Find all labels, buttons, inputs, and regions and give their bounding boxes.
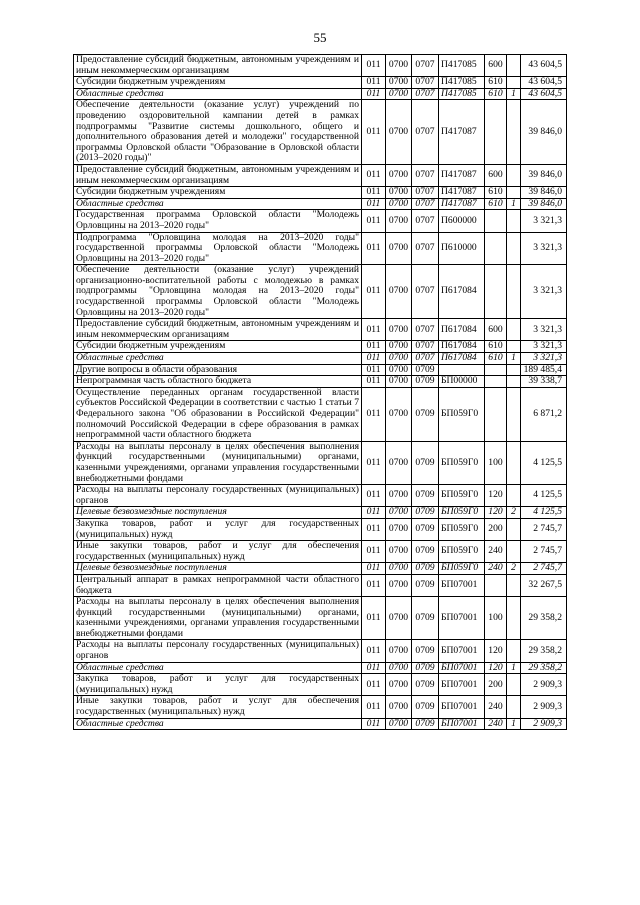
budget-table-body bbox=[74, 55, 567, 730]
amount-cell: 3 321,3 bbox=[521, 353, 567, 365]
funding-source-cell bbox=[507, 341, 521, 353]
amount-cell: 2 909,3 bbox=[521, 718, 567, 730]
amount-cell: 39 846,0 bbox=[521, 187, 567, 199]
department-code-cell: 011 bbox=[362, 563, 386, 575]
funding-source-cell bbox=[507, 574, 521, 596]
expense-name-cell: Областные средства bbox=[74, 88, 362, 100]
section-code-cell: 0700 bbox=[386, 265, 412, 319]
table-row bbox=[74, 100, 567, 165]
expense-type-cell bbox=[485, 265, 507, 319]
subsection-code-cell: 0709 bbox=[412, 574, 439, 596]
expense-type-cell bbox=[485, 232, 507, 265]
amount-cell: 39 846,0 bbox=[521, 100, 567, 165]
target-article-cell: П417087 bbox=[439, 187, 485, 199]
section-code-cell: 0700 bbox=[386, 187, 412, 199]
target-article-cell bbox=[439, 364, 485, 376]
department-code-cell: 011 bbox=[362, 164, 386, 186]
subsection-code-cell: 0707 bbox=[412, 55, 439, 77]
expense-name-cell: Целевые безвозмездные поступления bbox=[74, 563, 362, 575]
section-code-cell: 0700 bbox=[386, 198, 412, 210]
subsection-code-cell: 0709 bbox=[412, 364, 439, 376]
funding-source-cell bbox=[507, 265, 521, 319]
expense-name-cell: Обеспечение деятельности (оказание услуг) учреждений по проведению оздоровительной кампании детей в рамках подпрограммы "Развитие системы дошкольного, общего и дополнительного образования детей и молодежи" государственной программы Орловской области "Образование в Орловской области (2013–2020 годы)" bbox=[74, 100, 362, 165]
subsection-code-cell: 0709 bbox=[412, 518, 439, 540]
expense-type-cell: 610 bbox=[485, 341, 507, 353]
subsection-code-cell: 0707 bbox=[412, 198, 439, 210]
subsection-code-cell: 0707 bbox=[412, 77, 439, 89]
target-article-cell: П417087 bbox=[439, 100, 485, 165]
expense-type-cell bbox=[485, 210, 507, 232]
table-row bbox=[74, 541, 567, 563]
table-row bbox=[74, 341, 567, 353]
target-article-cell: П417085 bbox=[439, 55, 485, 77]
target-article-cell: П617084 bbox=[439, 353, 485, 365]
table-row bbox=[74, 364, 567, 376]
department-code-cell: 011 bbox=[362, 77, 386, 89]
amount-cell: 29 358,2 bbox=[521, 662, 567, 674]
table-row bbox=[74, 674, 567, 696]
section-code-cell: 0700 bbox=[386, 319, 412, 341]
expense-type-cell: 610 bbox=[485, 77, 507, 89]
target-article-cell: БП07001 bbox=[439, 597, 485, 640]
expense-type-cell: 600 bbox=[485, 319, 507, 341]
funding-source-cell: 2 bbox=[507, 563, 521, 575]
target-article-cell: БП07001 bbox=[439, 640, 485, 662]
section-code-cell: 0700 bbox=[386, 574, 412, 596]
department-code-cell: 011 bbox=[362, 441, 386, 484]
subsection-code-cell: 0709 bbox=[412, 640, 439, 662]
expense-name-cell: Подпрограмма "Орловщина молодая на 2013–2020 годы" государственной программы Орловской области "Молодежь Орловщины на 2013–2020 годы" bbox=[74, 232, 362, 265]
expense-name-cell: Областные средства bbox=[74, 718, 362, 730]
section-code-cell: 0700 bbox=[386, 541, 412, 563]
section-code-cell: 0700 bbox=[386, 376, 412, 388]
target-article-cell: П617084 bbox=[439, 341, 485, 353]
table-row bbox=[74, 376, 567, 388]
expense-name-cell: Закупка товаров, работ и услуг для государственных (муниципальных) нужд bbox=[74, 674, 362, 696]
expense-type-cell: 610 bbox=[485, 187, 507, 199]
department-code-cell: 011 bbox=[362, 574, 386, 596]
amount-cell: 32 267,5 bbox=[521, 574, 567, 596]
amount-cell: 189 485,4 bbox=[521, 364, 567, 376]
subsection-code-cell: 0707 bbox=[412, 265, 439, 319]
section-code-cell: 0700 bbox=[386, 232, 412, 265]
section-code-cell: 0700 bbox=[386, 640, 412, 662]
section-code-cell: 0700 bbox=[386, 77, 412, 89]
funding-source-cell bbox=[507, 77, 521, 89]
expense-type-cell: 120 bbox=[485, 640, 507, 662]
target-article-cell: П617084 bbox=[439, 319, 485, 341]
table-row bbox=[74, 387, 567, 441]
expense-name-cell: Закупка товаров, работ и услуг для государственных (муниципальных) нужд bbox=[74, 518, 362, 540]
expense-type-cell: 120 bbox=[485, 662, 507, 674]
amount-cell: 2 909,3 bbox=[521, 696, 567, 718]
department-code-cell: 011 bbox=[362, 319, 386, 341]
amount-cell: 39 846,0 bbox=[521, 164, 567, 186]
table-row bbox=[74, 187, 567, 199]
target-article-cell: БП07001 bbox=[439, 696, 485, 718]
funding-source-cell bbox=[507, 55, 521, 77]
expense-type-cell bbox=[485, 364, 507, 376]
funding-source-cell: 1 bbox=[507, 718, 521, 730]
expense-name-cell: Субсидии бюджетным учреждениям bbox=[74, 341, 362, 353]
funding-source-cell bbox=[507, 696, 521, 718]
subsection-code-cell: 0709 bbox=[412, 597, 439, 640]
table-row bbox=[74, 485, 567, 507]
expense-name-cell: Предоставление субсидий бюджетным, автономным учреждениям и иным некоммерческим организациям bbox=[74, 164, 362, 186]
expense-name-cell: Субсидии бюджетным учреждениям bbox=[74, 77, 362, 89]
subsection-code-cell: 0709 bbox=[412, 376, 439, 388]
subsection-code-cell: 0707 bbox=[412, 353, 439, 365]
table-row bbox=[74, 662, 567, 674]
department-code-cell: 011 bbox=[362, 341, 386, 353]
amount-cell: 29 358,2 bbox=[521, 640, 567, 662]
expense-name-cell: Областные средства bbox=[74, 353, 362, 365]
target-article-cell: БП059Г0 bbox=[439, 485, 485, 507]
funding-source-cell: 1 bbox=[507, 88, 521, 100]
amount-cell: 4 125,5 bbox=[521, 507, 567, 519]
subsection-code-cell: 0709 bbox=[412, 563, 439, 575]
target-article-cell: П417087 bbox=[439, 164, 485, 186]
expense-type-cell bbox=[485, 100, 507, 165]
funding-source-cell: 2 bbox=[507, 507, 521, 519]
section-code-cell: 0700 bbox=[386, 485, 412, 507]
target-article-cell: БП07001 bbox=[439, 574, 485, 596]
target-article-cell: П617084 bbox=[439, 265, 485, 319]
funding-source-cell bbox=[507, 441, 521, 484]
table-row bbox=[74, 507, 567, 519]
expense-type-cell: 240 bbox=[485, 541, 507, 563]
department-code-cell: 011 bbox=[362, 387, 386, 441]
subsection-code-cell: 0709 bbox=[412, 696, 439, 718]
amount-cell: 39 338,7 bbox=[521, 376, 567, 388]
section-code-cell: 0700 bbox=[386, 674, 412, 696]
subsection-code-cell: 0707 bbox=[412, 100, 439, 165]
amount-cell: 2 745,7 bbox=[521, 518, 567, 540]
funding-source-cell bbox=[507, 674, 521, 696]
table-row bbox=[74, 563, 567, 575]
expense-name-cell: Расходы на выплаты персоналу в целях обеспечения выполнения функций государственными (муниципальными) органами, казенными учреждениями, органами управления государственными внебюджетными фондами bbox=[74, 597, 362, 640]
section-code-cell: 0700 bbox=[386, 100, 412, 165]
funding-source-cell bbox=[507, 210, 521, 232]
department-code-cell: 011 bbox=[362, 376, 386, 388]
subsection-code-cell: 0707 bbox=[412, 210, 439, 232]
expense-type-cell: 610 bbox=[485, 88, 507, 100]
target-article-cell: БП07001 bbox=[439, 662, 485, 674]
section-code-cell: 0700 bbox=[386, 164, 412, 186]
funding-source-cell bbox=[507, 485, 521, 507]
expense-name-cell: Расходы на выплаты персоналу государственных (муниципальных) органов bbox=[74, 640, 362, 662]
funding-source-cell: 1 bbox=[507, 198, 521, 210]
section-code-cell: 0700 bbox=[386, 387, 412, 441]
funding-source-cell bbox=[507, 376, 521, 388]
department-code-cell: 011 bbox=[362, 507, 386, 519]
amount-cell: 39 846,0 bbox=[521, 198, 567, 210]
expense-name-cell: Целевые безвозмездные поступления bbox=[74, 507, 362, 519]
department-code-cell: 011 bbox=[362, 640, 386, 662]
target-article-cell: БП059Г0 bbox=[439, 441, 485, 484]
funding-source-cell bbox=[507, 518, 521, 540]
expense-type-cell bbox=[485, 574, 507, 596]
expense-type-cell: 600 bbox=[485, 164, 507, 186]
subsection-code-cell: 0709 bbox=[412, 674, 439, 696]
department-code-cell: 011 bbox=[362, 265, 386, 319]
table-row bbox=[74, 210, 567, 232]
expense-name-cell: Субсидии бюджетным учреждениям bbox=[74, 187, 362, 199]
funding-source-cell: 1 bbox=[507, 353, 521, 365]
amount-cell: 3 321,3 bbox=[521, 265, 567, 319]
department-code-cell: 011 bbox=[362, 485, 386, 507]
table-row bbox=[74, 597, 567, 640]
expense-name-cell: Иные закупки товаров, работ и услуг для обеспечения государственных (муниципальных) нужд bbox=[74, 541, 362, 563]
expense-type-cell bbox=[485, 387, 507, 441]
department-code-cell: 011 bbox=[362, 55, 386, 77]
expense-type-cell: 200 bbox=[485, 518, 507, 540]
section-code-cell: 0700 bbox=[386, 55, 412, 77]
subsection-code-cell: 0707 bbox=[412, 187, 439, 199]
section-code-cell: 0700 bbox=[386, 662, 412, 674]
expense-type-cell: 100 bbox=[485, 597, 507, 640]
funding-source-cell bbox=[507, 597, 521, 640]
expense-type-cell: 610 bbox=[485, 353, 507, 365]
expense-name-cell: Предоставление субсидий бюджетным, автономным учреждениям и иным некоммерческим организациям bbox=[74, 319, 362, 341]
expense-type-cell bbox=[485, 376, 507, 388]
amount-cell: 43 604,5 bbox=[521, 77, 567, 89]
target-article-cell: БП059Г0 bbox=[439, 541, 485, 563]
section-code-cell: 0700 bbox=[386, 364, 412, 376]
target-article-cell: БП059Г0 bbox=[439, 563, 485, 575]
target-article-cell: БП059Г0 bbox=[439, 387, 485, 441]
section-code-cell: 0700 bbox=[386, 441, 412, 484]
section-code-cell: 0700 bbox=[386, 88, 412, 100]
amount-cell: 43 604,5 bbox=[521, 88, 567, 100]
table-row bbox=[74, 518, 567, 540]
table-row bbox=[74, 574, 567, 596]
amount-cell: 6 871,2 bbox=[521, 387, 567, 441]
section-code-cell: 0700 bbox=[386, 597, 412, 640]
expense-type-cell: 100 bbox=[485, 441, 507, 484]
subsection-code-cell: 0709 bbox=[412, 387, 439, 441]
subsection-code-cell: 0707 bbox=[412, 164, 439, 186]
expense-type-cell: 200 bbox=[485, 674, 507, 696]
funding-source-cell bbox=[507, 100, 521, 165]
funding-source-cell bbox=[507, 319, 521, 341]
department-code-cell: 011 bbox=[362, 674, 386, 696]
funding-source-cell bbox=[507, 164, 521, 186]
expense-name-cell: Расходы на выплаты персоналу государственных (муниципальных) органов bbox=[74, 485, 362, 507]
subsection-code-cell: 0707 bbox=[412, 341, 439, 353]
target-article-cell: П417085 bbox=[439, 77, 485, 89]
amount-cell: 2 745,7 bbox=[521, 563, 567, 575]
table-row bbox=[74, 164, 567, 186]
table-row bbox=[74, 232, 567, 265]
amount-cell: 2 909,3 bbox=[521, 674, 567, 696]
expense-name-cell: Непрограммная часть областного бюджета bbox=[74, 376, 362, 388]
amount-cell: 3 321,3 bbox=[521, 210, 567, 232]
expense-name-cell: Другие вопросы в области образования bbox=[74, 364, 362, 376]
table-row bbox=[74, 353, 567, 365]
subsection-code-cell: 0707 bbox=[412, 319, 439, 341]
subsection-code-cell: 0709 bbox=[412, 507, 439, 519]
amount-cell: 3 321,3 bbox=[521, 341, 567, 353]
expense-name-cell: Областные средства bbox=[74, 198, 362, 210]
funding-source-cell bbox=[507, 364, 521, 376]
funding-source-cell bbox=[507, 387, 521, 441]
department-code-cell: 011 bbox=[362, 100, 386, 165]
amount-cell: 3 321,3 bbox=[521, 319, 567, 341]
section-code-cell: 0700 bbox=[386, 507, 412, 519]
expense-type-cell: 120 bbox=[485, 485, 507, 507]
amount-cell: 2 745,7 bbox=[521, 541, 567, 563]
table-row bbox=[74, 55, 567, 77]
table-row bbox=[74, 265, 567, 319]
amount-cell: 3 321,3 bbox=[521, 232, 567, 265]
table-row bbox=[74, 77, 567, 89]
target-article-cell: БП07001 bbox=[439, 674, 485, 696]
table-row bbox=[74, 88, 567, 100]
target-article-cell: П417087 bbox=[439, 198, 485, 210]
expense-name-cell: Иные закупки товаров, работ и услуг для обеспечения государственных (муниципальных) нужд bbox=[74, 696, 362, 718]
subsection-code-cell: 0707 bbox=[412, 232, 439, 265]
department-code-cell: 011 bbox=[362, 718, 386, 730]
expense-name-cell: Расходы на выплаты персоналу в целях обеспечения выполнения функций государственными (муниципальными) органами, казенными учреждениями, органами управления государственными внебюджетными фондами bbox=[74, 441, 362, 484]
table-row bbox=[74, 696, 567, 718]
funding-source-cell: 1 bbox=[507, 662, 521, 674]
funding-source-cell bbox=[507, 640, 521, 662]
amount-cell: 43 604,5 bbox=[521, 55, 567, 77]
table-row bbox=[74, 718, 567, 730]
department-code-cell: 011 bbox=[362, 210, 386, 232]
funding-source-cell bbox=[507, 187, 521, 199]
expense-type-cell: 600 bbox=[485, 55, 507, 77]
expense-type-cell: 240 bbox=[485, 718, 507, 730]
department-code-cell: 011 bbox=[362, 364, 386, 376]
funding-source-cell bbox=[507, 232, 521, 265]
target-article-cell: БП07001 bbox=[439, 718, 485, 730]
department-code-cell: 011 bbox=[362, 597, 386, 640]
target-article-cell: БП059Г0 bbox=[439, 518, 485, 540]
expense-name-cell: Центральный аппарат в рамках непрограммной части областного бюджета bbox=[74, 574, 362, 596]
section-code-cell: 0700 bbox=[386, 563, 412, 575]
subsection-code-cell: 0709 bbox=[412, 441, 439, 484]
expense-type-cell: 240 bbox=[485, 696, 507, 718]
table-row bbox=[74, 441, 567, 484]
subsection-code-cell: 0707 bbox=[412, 88, 439, 100]
department-code-cell: 011 bbox=[362, 518, 386, 540]
department-code-cell: 011 bbox=[362, 353, 386, 365]
department-code-cell: 011 bbox=[362, 541, 386, 563]
target-article-cell: П610000 bbox=[439, 232, 485, 265]
department-code-cell: 011 bbox=[362, 198, 386, 210]
section-code-cell: 0700 bbox=[386, 210, 412, 232]
target-article-cell: БП059Г0 bbox=[439, 507, 485, 519]
amount-cell: 29 358,2 bbox=[521, 597, 567, 640]
department-code-cell: 011 bbox=[362, 232, 386, 265]
table-row bbox=[74, 319, 567, 341]
section-code-cell: 0700 bbox=[386, 353, 412, 365]
expense-name-cell: Обеспечение деятельности (оказание услуг) учреждений организационно-воспитательной работы с молодежью в рамках подпрограммы "Орловщина молодая на 2013–2020 годы" государственной программы Орловской области "Молодежь Орловщины на 2013–2020 годы" bbox=[74, 265, 362, 319]
funding-source-cell bbox=[507, 541, 521, 563]
section-code-cell: 0700 bbox=[386, 518, 412, 540]
expense-type-cell: 610 bbox=[485, 198, 507, 210]
expense-name-cell: Областные средства bbox=[74, 662, 362, 674]
expense-name-cell: Предоставление субсидий бюджетным, автономным учреждениям и иным некоммерческим организациям bbox=[74, 55, 362, 77]
table-row bbox=[74, 640, 567, 662]
subsection-code-cell: 0709 bbox=[412, 718, 439, 730]
target-article-cell: П417085 bbox=[439, 88, 485, 100]
expense-name-cell: Осуществление переданных органам государственной власти субъектов Российской Федерации в соответствии с частью 1 статьи 7 Федерального закона "Об образовании в Российской Федерации" полномочий Российской Федерации в сфере образования в рамках непрограммной части областного бюджета bbox=[74, 387, 362, 441]
section-code-cell: 0700 bbox=[386, 696, 412, 718]
expense-type-cell: 120 bbox=[485, 507, 507, 519]
subsection-code-cell: 0709 bbox=[412, 541, 439, 563]
expense-type-cell: 240 bbox=[485, 563, 507, 575]
amount-cell: 4 125,5 bbox=[521, 485, 567, 507]
target-article-cell: П600000 bbox=[439, 210, 485, 232]
budget-table bbox=[73, 54, 567, 730]
subsection-code-cell: 0709 bbox=[412, 485, 439, 507]
department-code-cell: 011 bbox=[362, 187, 386, 199]
department-code-cell: 011 bbox=[362, 662, 386, 674]
target-article-cell: БП00000 bbox=[439, 376, 485, 388]
department-code-cell: 011 bbox=[362, 88, 386, 100]
table-row bbox=[74, 198, 567, 210]
expense-name-cell: Государственная программа Орловской области "Молодежь Орловщины на 2013–2020 годы" bbox=[74, 210, 362, 232]
subsection-code-cell: 0709 bbox=[412, 662, 439, 674]
page-number: 55 bbox=[313, 30, 327, 45]
department-code-cell: 011 bbox=[362, 696, 386, 718]
amount-cell: 4 125,5 bbox=[521, 441, 567, 484]
section-code-cell: 0700 bbox=[386, 341, 412, 353]
section-code-cell: 0700 bbox=[386, 718, 412, 730]
